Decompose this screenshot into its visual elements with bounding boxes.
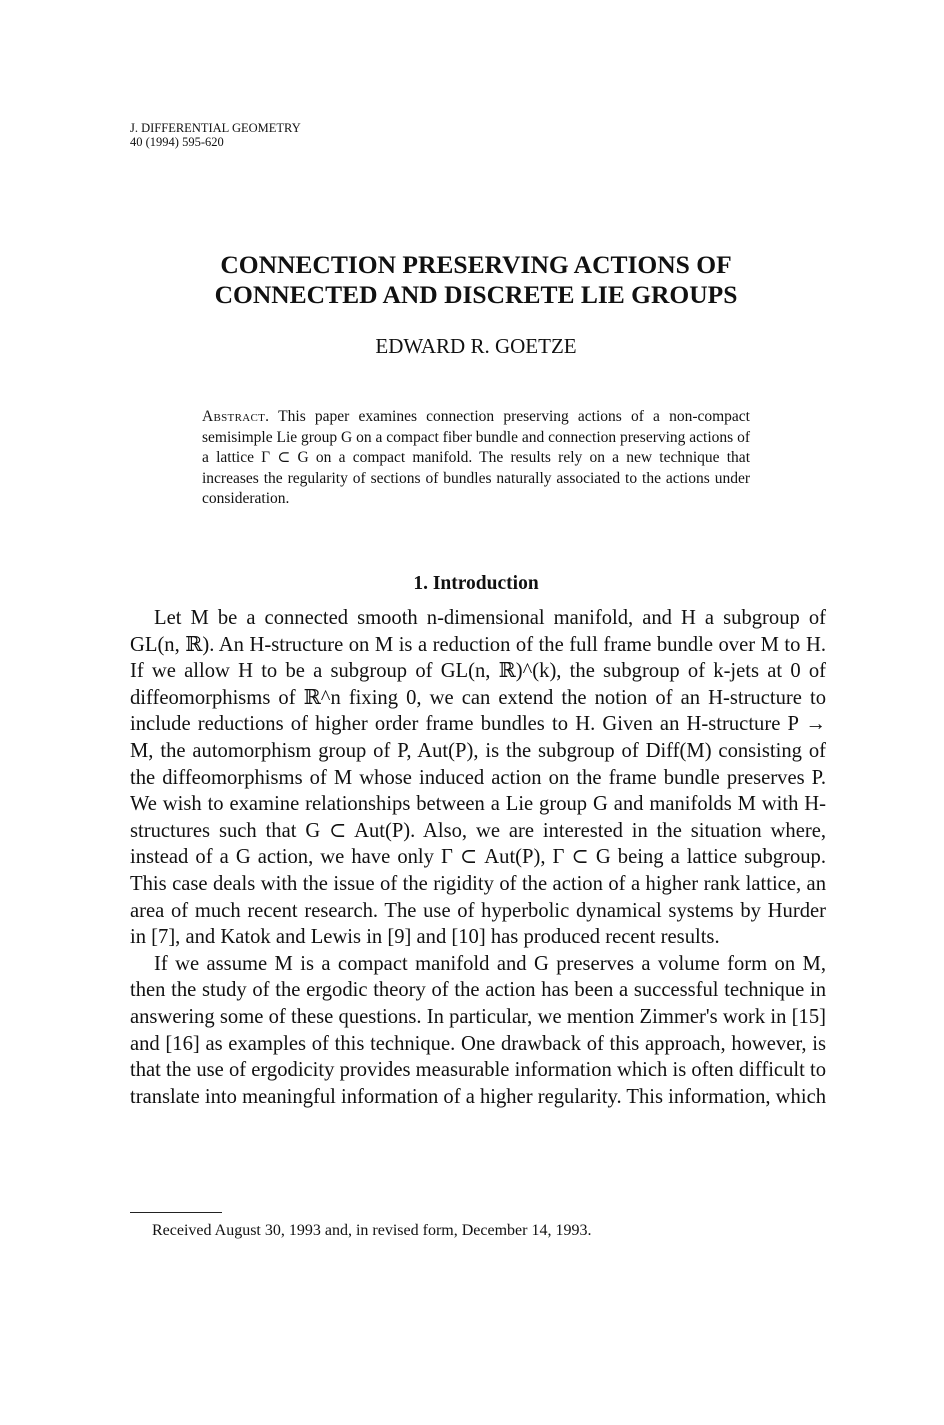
section-heading: [0, 572, 944, 596]
abstract: [202, 407, 750, 510]
journal-volume-pages: 40 (1994) 595-620: [130, 135, 224, 149]
title-line-1: CONNECTION PRESERVING ACTIONS OF: [220, 250, 732, 279]
abstract-label: Abstract.: [202, 408, 270, 425]
abstract-text: This paper examines connection preserving actions of a non-compact semisimple Lie group G on a compact fiber bundle and connection preserving actions of a lattice Γ ⊂ G on a compact manifold. The results rely on a new technique that increases the regularity of sections of bundles naturally associated to the actions under consideration.: [202, 408, 750, 508]
footnote-rule: [130, 1212, 222, 1213]
body-text: [130, 605, 826, 1110]
paragraph-2: If we assume M is a compact manifold and G preserves a volume form on M, then the study of the ergodic theory of the action has been a successful technique in answering some of these questions. In particular, we mention Zimmer's work in [15] and [16] as examples of this technique. One drawback of this approach, however, is that the use of ergodicity provides measurable information which is often difficult to translate into meaningful information of a higher regularity. This information, which: [130, 952, 827, 1108]
title-line-2: CONNECTED AND DISCRETE LIE GROUPS: [214, 280, 738, 309]
section-title: Introduction: [432, 573, 539, 594]
footnote: Received August 30, 1993 and, in revised form, December 14, 1993.: [152, 1222, 592, 1239]
section-number: 1.: [413, 573, 428, 594]
paragraph-1: Let M be a connected smooth n-dimensional manifold, and H a subgroup of GL(n, ℝ). An H-structure on M is a reduction of the full frame bundle over M to H. If we allow H to be a subgroup of GL(n, ℝ)^(k), the subgroup of k-jets at 0 of diffeomorphisms of ℝ^n fixing 0, we can extend the notion of an H-structure to include reductions of higher order frame bundles to H. Given an H-structure P → M, the automorphism group of P, Aut(P), is the subgroup of Diff(M) consisting of the diffeomorphisms of M whose induced action on the frame bundle preserves P. We wish to examine relationships between a Lie group G and manifolds M with H-structures such that G ⊂ Aut(P). Also, we are interested in the situation where, instead of a G action, we have only Γ ⊂ Aut(P), Γ ⊂ G being a lattice subgroup. This case deals with the issue of the rigidity of the action of a higher rank lattice, an area of much recent research. The use of hyperbolic dynamical systems by Hurder in [7], and Katok and Lewis in [9] and [10] has produced recent results.: [130, 607, 826, 949]
journal-header: [130, 121, 301, 149]
author-name: EDWARD R. GOETZE: [375, 334, 577, 358]
journal-name: J. DIFFERENTIAL GEOMETRY: [130, 121, 301, 135]
paper-title: [0, 250, 944, 310]
